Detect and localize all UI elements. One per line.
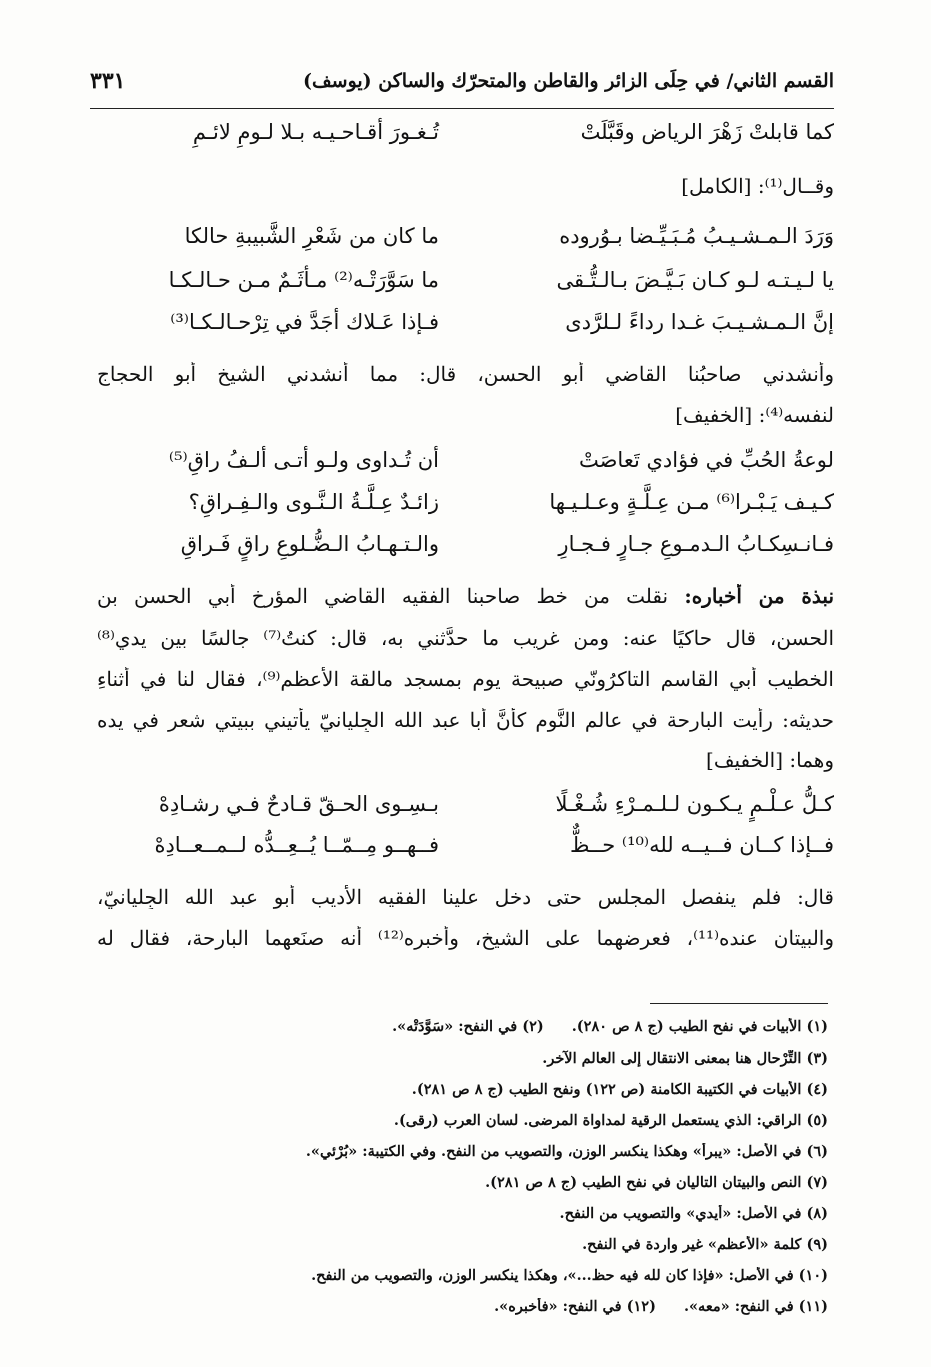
footnote: (٩) كلمة «الأعظم» غير واردة في النفح. — [582, 1236, 828, 1253]
paragraph-line: والبيتان عنده⁽¹¹⁾، فعرضهما على الشيخ، وأخبره⁽¹²⁾ أنه صنَعهما البارحة، فقال له — [97, 926, 834, 950]
paragraph-line: الخطيب أبي القاسم التاكرُونّي صبيحة يوم بمسجد مالقة الأعظم⁽⁹⁾، فقال لنا في أثناءِ — [97, 667, 834, 691]
verse-line — [140, 532, 834, 572]
footnote: (١٠) في الأصل: «فإذا كان لله فيه حظ...»، وهكذا ينكسر الوزن، والتصويب من النفح. — [311, 1267, 828, 1284]
verse-line — [140, 224, 834, 264]
verse-first-hemistich: كـيـف يَـبْـرا⁽⁶⁾ مـن عِـلَّـةٍ وعـلـيـها — [549, 490, 834, 514]
footnote: (١١) في النفح: «معه».(١٢) في النفح: «فأخبره». — [494, 1298, 828, 1315]
paragraph-line: وهما: [الخفيف] — [706, 748, 834, 772]
verse-line — [140, 833, 834, 873]
verse-second-hemistich: ما كان من شَعْرِ الشَّبيبةِ حالكا — [184, 224, 439, 248]
footnote: (٧) النص والبيتان التاليان في نفح الطيب (ج ٨ ص ٢٨١). — [485, 1174, 828, 1191]
verse-first-hemistich: وَرَدَ الـمـشـيـبُ مُـبَـيِّـضا بـوُروده — [559, 224, 834, 248]
verse-line — [140, 310, 834, 350]
verse-first-hemistich: كما قابلتْ زَهْرَ الرياض وقَبَّلَتْ — [580, 120, 834, 144]
verse-second-hemistich: فـإذا عَـلاك أجَدَّ في تِرْحـالـكـا⁽³⁾ — [170, 310, 439, 334]
verse-first-hemistich: فـانـسِكـابُ الـدمـوعِ جـارٍ فـجـارِ — [558, 532, 834, 556]
verse-first-hemistich: فــإذا كــان فــيــه لله⁽¹⁰⁾ حــظٌّ — [570, 833, 834, 857]
verse-intro: وقــال⁽¹⁾: [الكامل] — [681, 174, 834, 198]
verse-second-hemistich: زائـدٌ عِـلَّـةُ الـنَّـوى والـفِـراقِ؟ — [188, 490, 439, 514]
paragraph-line: قال: فلم ينفصل المجلس حتى دخل علينا الفقيه الأديب أبو عبد الله الجِليانيّ، — [97, 885, 834, 909]
paragraph-line: وأنشدني صاحبُنا القاضي أبو الحسن، قال: مما أنشدني الشيخ أبو الحجاج — [97, 362, 834, 386]
footnote: (٨) في الأصل: «أيدي» والتصويب من النفح. — [559, 1205, 828, 1222]
footnote: (١) الأبيات في نفح الطيب (ج ٨ ص ٢٨٠).(٢) في النفح: «سَوَّدَتْه». — [392, 1018, 828, 1035]
verse-first-hemistich: لوعةُ الحُبِّ في فؤادي تَعاصَتْ — [578, 448, 834, 472]
footnote-separator — [650, 1003, 828, 1004]
verse-second-hemistich: أن تُـداوى ولـو أتـى ألـفُ راقِ⁽⁵⁾ — [168, 448, 439, 472]
verse-first-hemistich: إنَّ الـمـشـيـبَ غـدا رداءً لـلرَّدى — [565, 310, 834, 334]
footnote: (٤) الأبيات في الكتيبة الكامنة (ص ١٢٢) ونفح الطيب (ج ٨ ص ٢٨١). — [411, 1081, 828, 1098]
running-header — [90, 62, 834, 109]
verse-second-hemistich: تُـغـورَ أقـاحـيـه بـلا لـومِ لائـمِ — [192, 120, 439, 144]
verse-second-hemistich: ما سَوَّرَتْـه⁽²⁾ مـأثَـمٌ مـن حـالـكـا — [168, 268, 439, 292]
verse-second-hemistich: والـتـهـابُ الـضُّـلوعِ راقٍ فَـراقِ — [180, 532, 439, 556]
paragraph-line: حديثه: رأيت البارحة في عالم النَّوم كأنَّ أبا عبد الله الجِليانيّ يأتيني ببيتي شعر في يده — [97, 708, 834, 732]
verse-line — [140, 792, 834, 832]
footnote: (٣) التِّرْحال هنا بمعنى الانتقال إلى العالم الآخر. — [542, 1050, 828, 1067]
verse-second-hemistich: بـسِـوى الحـقّ قـادحٌ فـي رشـادِهْ — [158, 792, 439, 816]
verse-first-hemistich: كـلُّ عـلْـمٍ يـكـون لـلـمـرْءِ شُـغْـلًا — [555, 792, 834, 816]
running-title: القسم الثاني/ في حِلَى الزائر والقاطن والمتحرّك والساكن (يوسف) — [303, 70, 834, 92]
verse-line — [140, 448, 834, 488]
page-number: ٣٣١ — [90, 68, 126, 94]
verse-line — [140, 268, 834, 308]
verse-second-hemistich: فــهــو مِــمّــا يُــعِــدُّه لــمــعــادِهْ — [154, 833, 439, 857]
paragraph-line: لنفسه⁽⁴⁾: [الخفيف] — [675, 403, 834, 427]
section-lead: نبذة من أخباره: — [684, 584, 834, 608]
verse-line — [140, 490, 834, 530]
footnote: (٦) في الأصل: «يبرأ» وهكذا ينكسر الوزن، والتصويب من النفح. وفي الكتيبة: «بُرْئي». — [305, 1143, 828, 1160]
paragraph-line — [97, 584, 834, 608]
verse-first-hemistich: يا لـيـتـه لـو كـان بَـيَّـضَ بـالـتُّـقى — [556, 268, 834, 292]
paragraph-text: نقلت من خط صاحبنا الفقيه القاضي المؤرخ أبي الحسن بن — [97, 584, 685, 608]
paragraph-line: الحسن، قال حاكيًا عنه: ومن غريب ما حدَّثني به، قال: كنتُ⁽⁷⁾ جالسًا بين يدي⁽⁸⁾ — [97, 626, 834, 650]
footnote: (٥) الراقي: الذي يستعمل الرقية لمداواة المرضى. لسان العرب (رقى). — [393, 1112, 828, 1129]
verse-line — [140, 120, 834, 160]
